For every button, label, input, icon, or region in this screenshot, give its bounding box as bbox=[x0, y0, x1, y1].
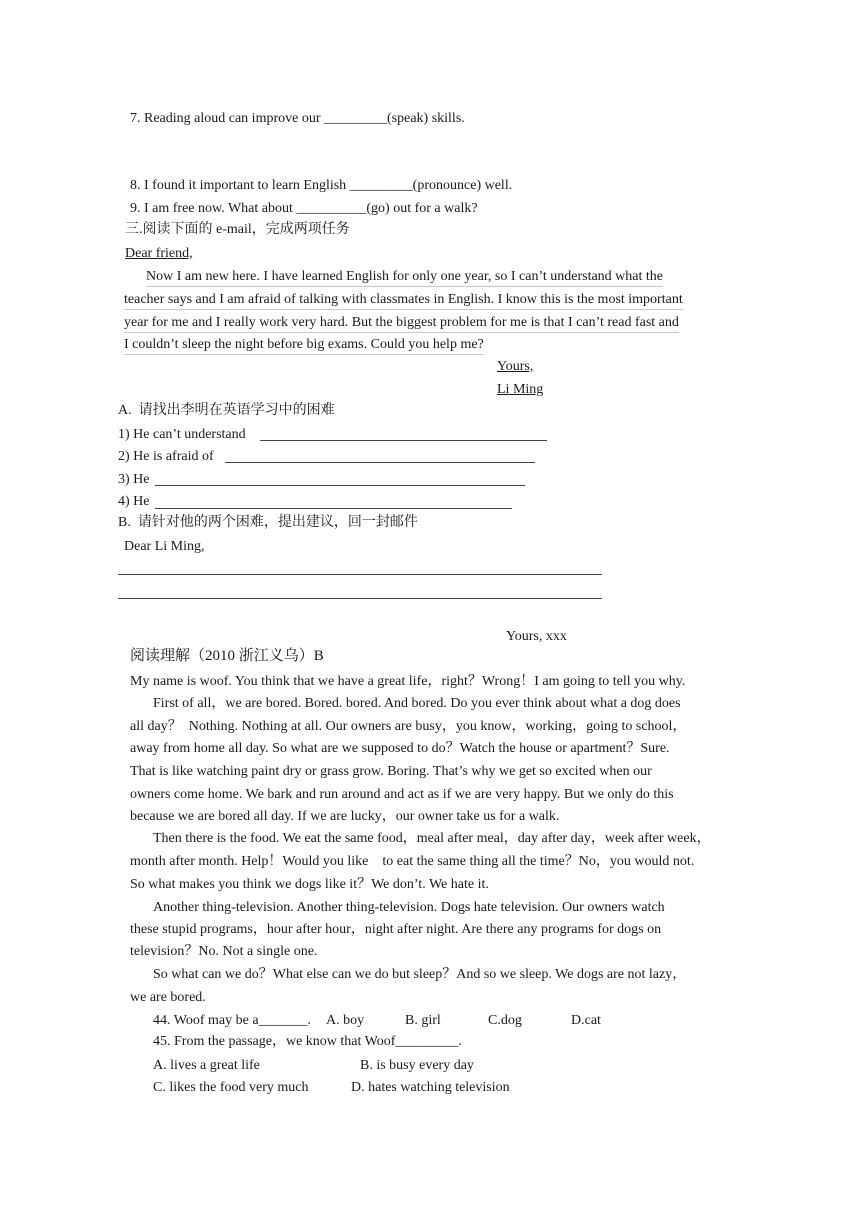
answer-line bbox=[155, 508, 512, 509]
passage-line: Then there is the food. We eat the same food，meal after meal，day after day，week after week， bbox=[153, 831, 711, 846]
reply-line bbox=[118, 574, 602, 575]
email-closing: Yours, bbox=[497, 359, 534, 374]
question-44-stem: 44. Woof may be a_______. bbox=[153, 1013, 312, 1028]
passage-line: we are bored. bbox=[130, 990, 206, 1005]
question-44-option-b: B. girl bbox=[405, 1013, 441, 1028]
reply-line bbox=[118, 598, 602, 599]
email-signature: Li Ming bbox=[497, 382, 544, 397]
question-8: 8. I found it important to learn English _________(pronounce) well. bbox=[130, 178, 513, 193]
question-9: 9. I am free now. What about __________(go) out for a walk? bbox=[130, 201, 478, 216]
question-45-option-d: D. hates watching television bbox=[351, 1080, 510, 1095]
email-line: I couldn’t sleep the night before big exams. Could you help me? bbox=[124, 336, 484, 355]
email-line: Now I am new here. I have learned English for only one year, so I can’t understand what the bbox=[146, 268, 663, 287]
question-44-option-d: D.cat bbox=[571, 1013, 601, 1028]
question-44-option-a: A. boy bbox=[326, 1013, 365, 1028]
passage-line: all day？ Nothing. Nothing at all. Our owners are busy，you know，working，going to school， bbox=[130, 719, 687, 734]
task-a-heading: A. 请找出李明在英语学习中的困难 bbox=[118, 403, 335, 418]
passage-line: these stupid programs，hour after hour，night after night. Are there any programs for dogs on bbox=[130, 922, 662, 937]
passage-line: My name is woof. You think that we have a great life，right？Wrong！I am going to tell you why. bbox=[130, 674, 686, 689]
passage-line: So what can we do？What else can we do but sleep？And so we sleep. We dogs are not lazy， bbox=[153, 967, 687, 982]
reading-heading: 阅读理解（2010 浙江义乌）B bbox=[130, 648, 324, 664]
passage-line: month after month. Help！Would you like to eat the same thing all the time？No，you would not. bbox=[130, 854, 695, 869]
question-45-option-a: A. lives a great life bbox=[153, 1058, 260, 1073]
passage-line: First of all，we are bored. Bored. bored. And bored. Do you ever think about what a dog does bbox=[153, 696, 681, 711]
task-b-heading: B. 请针对他的两个困难，提出建议，回一封邮件 bbox=[118, 515, 418, 530]
email-line: year for me and I really work very hard. But the biggest problem for me is that I can’t read fast and bbox=[124, 314, 679, 333]
section-3-heading: 三.阅读下面的 e-mail，完成两项任务 bbox=[125, 222, 350, 237]
task-a-item: 1) He can’t understand bbox=[118, 427, 246, 442]
email-greeting: Dear friend, bbox=[125, 246, 193, 261]
question-45-option-b: B. is busy every day bbox=[360, 1058, 474, 1073]
email-line: teacher says and I am afraid of talking with classmates in English. I know this is the most important bbox=[124, 291, 683, 310]
question-7: 7. Reading aloud can improve our _________(speak) skills. bbox=[130, 111, 465, 126]
answer-line bbox=[260, 440, 547, 441]
reply-greeting: Dear Li Ming, bbox=[124, 539, 205, 554]
task-a-item: 4) He bbox=[118, 494, 150, 509]
question-44-blank: _______. bbox=[258, 1013, 312, 1028]
passage-line: Another thing-television. Another thing-television. Dogs hate television. Our owners watch bbox=[153, 900, 665, 915]
question-45-option-c: C. likes the food very much bbox=[153, 1080, 309, 1095]
task-a-item: 3) He bbox=[118, 472, 150, 487]
answer-line bbox=[225, 462, 535, 463]
passage-line: television？No. Not a single one. bbox=[130, 944, 318, 959]
question-45-stem: 45. From the passage，we know that Woof_________. bbox=[153, 1034, 462, 1049]
task-a-item: 2) He is afraid of bbox=[118, 449, 214, 464]
passage-line: owners come home. We bark and run around and act as if we are very happy. But we only do this bbox=[130, 787, 674, 802]
passage-line: That is like watching paint dry or grass grow. Boring. That’s why we get so excited when our bbox=[130, 764, 652, 779]
reply-closing: Yours, xxx bbox=[506, 629, 567, 644]
passage-line: away from home all day. So what are we supposed to do？Watch the house or apartment？Sure. bbox=[130, 741, 670, 756]
answer-line bbox=[155, 485, 525, 486]
question-45-blank: _________. bbox=[395, 1034, 462, 1049]
passage-line: because we are bored all day. If we are lucky，our owner take us for a walk. bbox=[130, 809, 560, 824]
question-44-option-c: C.dog bbox=[488, 1013, 522, 1028]
passage-line: So what makes you think we dogs like it？We don’t. We hate it. bbox=[130, 877, 489, 892]
